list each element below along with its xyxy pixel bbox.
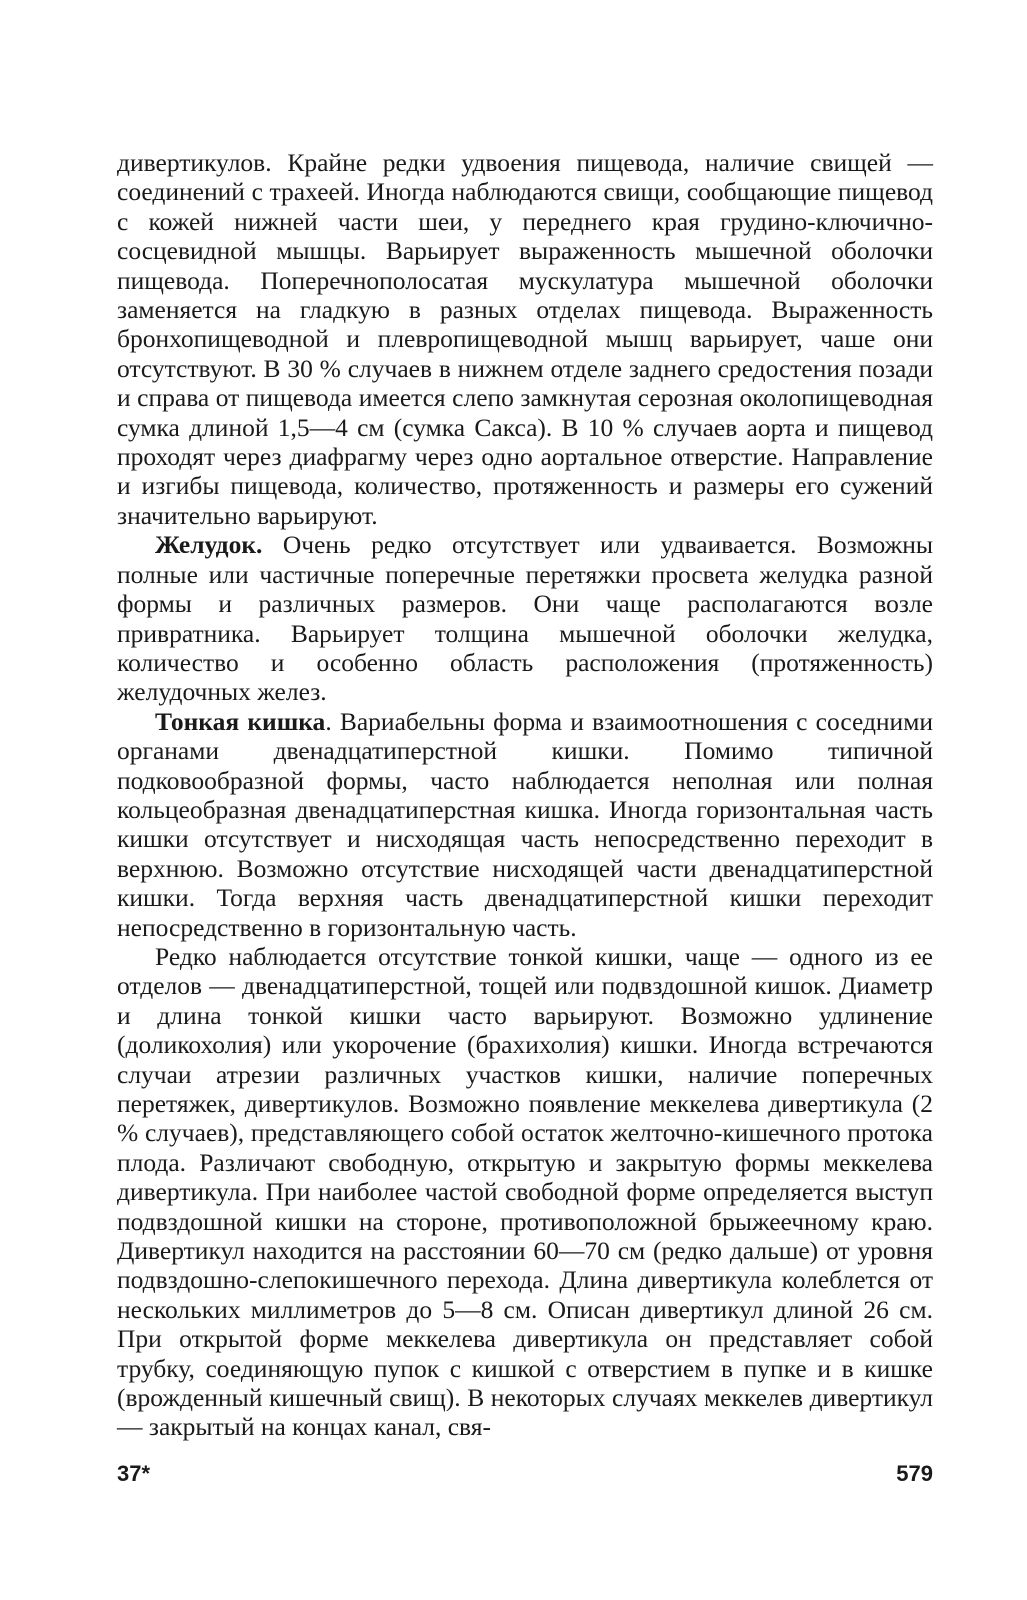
page-number: 579 bbox=[896, 1461, 933, 1486]
paragraph-stomach bbox=[117, 530, 933, 706]
paragraph-text: Редко наблюдается отсутствие тонкой кишки, чаще — одного из ее отделов — двенадцатиперстной, тощей или подвздошной кишок. Диаметр и длина тонкой кишки часто варьируют. Возможно удлинение (доликохолия) или укорочение (брахихолия) кишки. Иногда встречаются случаи атрезии различных участков кишки, наличие поперечных перетяжек, дивертикулов. Возможно появление меккелева дивертикула (2 % случаев), представляющего собой остаток желточно-кишечного протока плода. Различают свободную, открытую и закрытую формы меккелева дивертикула. При наиболее частой свободной форме определяется выступ подвздошной кишки на стороне, противоположной брыжеечному краю. Дивертикул находится на расстоянии 60—70 см (редко дальше) от уровня подвздошно-слепокишечного перехода. Длина дивертикула колеблется от нескольких миллиметров до 5—8 см. Описан дивертикул длиной 26 см. При открытой форме меккелева дивертикула он представляет собой трубку, соединяющую пупок с кишкой с отверстием в пупке и в кишке (врожденный кишечный свищ). В некоторых случаях меккелев дивертикул — закрытый на концах канал, свя- bbox=[117, 941, 933, 1442]
page-footer bbox=[117, 1461, 933, 1491]
paragraph-text: . Вариабельны форма и взаимоотношения с соседними органами двенадцатиперстной кишки. Помимо типичной подковообразной формы, часто наблюдается неполная или полная кольцеобразная двенадцатиперстная кишка. Иногда горизонтальная часть кишки отсутствует и нисходящая часть непосредственно переходит в верхнюю. Возможно отсутствие нисходящей части двенадцатиперстной кишки. Тогда верхняя часть двенадцатиперстной кишки переходит непосредственно в горизонтальную часть. bbox=[117, 706, 933, 942]
signature-mark: 37* bbox=[117, 1461, 151, 1486]
paragraph-text: дивертикулов. Крайне редки удвоения пищевода, наличие свищей — соединений с трахеей. Иногда наблюдаются свищи, сообщающие пищевод с кожей нижней части шеи, у переднего края грудино-ключично-сосцевидной мышцы. Варьирует выраженность мышечной оболочки пищевода. Поперечнополосатая мускулатура мышечной оболочки заменяется на гладкую в разных отделах пищевода. Выраженность бронхопищеводной и плевропищеводной мышц варьирует, чаше они отсутствуют. В 30 % случаев в нижнем отделе заднего средостения позади и справа от пищевода имеется слепо замкнутая серозная околопищеводная сумка длиной 1,5—4 см (сумка Сакса). В 10 % случаев аорта и пищевод проходят через диафрагму через одно аортальное отверстие. Направление и изгибы пищевода, количество, протяженность и размеры его сужений значительно варьируют. bbox=[117, 148, 933, 530]
page-body bbox=[117, 148, 933, 1442]
paragraph-small-intestine bbox=[117, 707, 933, 942]
paragraph-esophagus-continued bbox=[117, 148, 933, 530]
section-heading-stomach: Желудок. bbox=[155, 530, 263, 560]
section-heading-small-intestine: Тонкая кишка bbox=[155, 706, 326, 736]
paragraph-text: Очень редко отсутствует или удваивается. Возможны полные или частичные поперечные перетяжки просвета желудка разной формы и различных размеров. Они чаще располагаются возле привратника. Варьирует толщина мышечной оболочки желудка, количество и особенно область расположения (протяженность) желудочных желез. bbox=[117, 530, 933, 707]
paragraph-small-intestine-variants bbox=[117, 942, 933, 1442]
